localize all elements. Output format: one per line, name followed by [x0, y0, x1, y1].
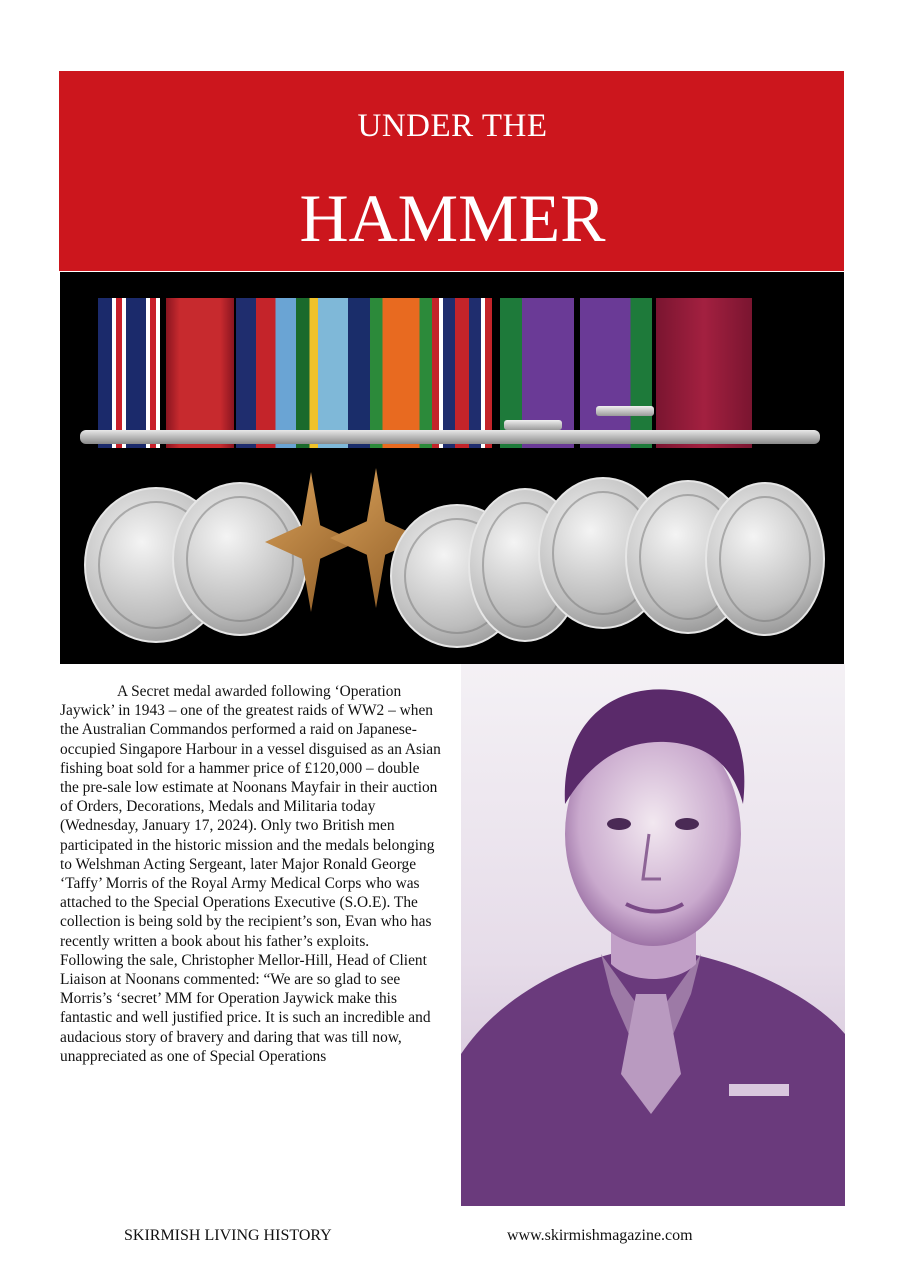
- title-headline: HAMMER: [299, 180, 606, 256]
- article-paragraph-2: Following the sale, Christopher Mellor-Hill, Head of Client Liaison at Noonans commented: “We are so glad to see Morris’s ‘secret’ MM for Operation Jaywick make this fantastic and well justified price. It is such an incredible and audacious story of bravery and daring that was till now, unappreciated as one of Special Operations: [60, 951, 431, 1065]
- medal-clasp: [504, 420, 562, 430]
- portrait-photo: [461, 664, 845, 1206]
- ribbon-defence: [370, 298, 432, 448]
- ribbon-military-medal: [98, 298, 160, 448]
- medal-disc: [172, 482, 308, 636]
- medal-clasp: [596, 406, 654, 416]
- medals-photo: [60, 272, 844, 664]
- title-kicker: UNDER THE: [357, 108, 548, 144]
- ribbon-pacific-star: [296, 298, 370, 448]
- medal-bar: [80, 430, 820, 444]
- medal-disc: [705, 482, 825, 636]
- ribbon-gsm-2: [580, 298, 652, 448]
- ribbon-long-service: [656, 298, 752, 448]
- portrait-figure-icon: [461, 664, 845, 1206]
- ribbon-1939-45-star: [236, 298, 296, 448]
- article-paragraph-1: A Secret medal awarded following ‘Operation Jaywick’ in 1943 – one of the greatest raids of WW2 – when the Australian Commandos performed a raid on Japanese-occupied Singapore Harbour in a vessel disguised as an Asian fishing boat sold for a hammer price of £120,000 – double the pre-sale low estimate at Noonans Mayfair in their auction of Orders, Decorations, Medals and Militaria today (Wednesday, January 17, 2024). Only two British men participated in the historic mission and the medals belonging to Welshman Acting Sergeant, later Major Ronald George ‘Taffy’ Morris of the Royal Army Medical Corps who was attached to the Special Operations Executive (S.O.E). The collection is being sold by the recipient’s son, Evan who has recently written a book about his father’s exploits.: [60, 683, 441, 950]
- article-body: [60, 682, 442, 1066]
- ribbon-bem: [166, 298, 234, 448]
- footer-website[interactable]: www.skirmishmagazine.com: [507, 1227, 693, 1244]
- footer-publication: SKIRMISH LIVING HISTORY: [124, 1227, 332, 1244]
- ribbon-war-medal: [432, 298, 492, 448]
